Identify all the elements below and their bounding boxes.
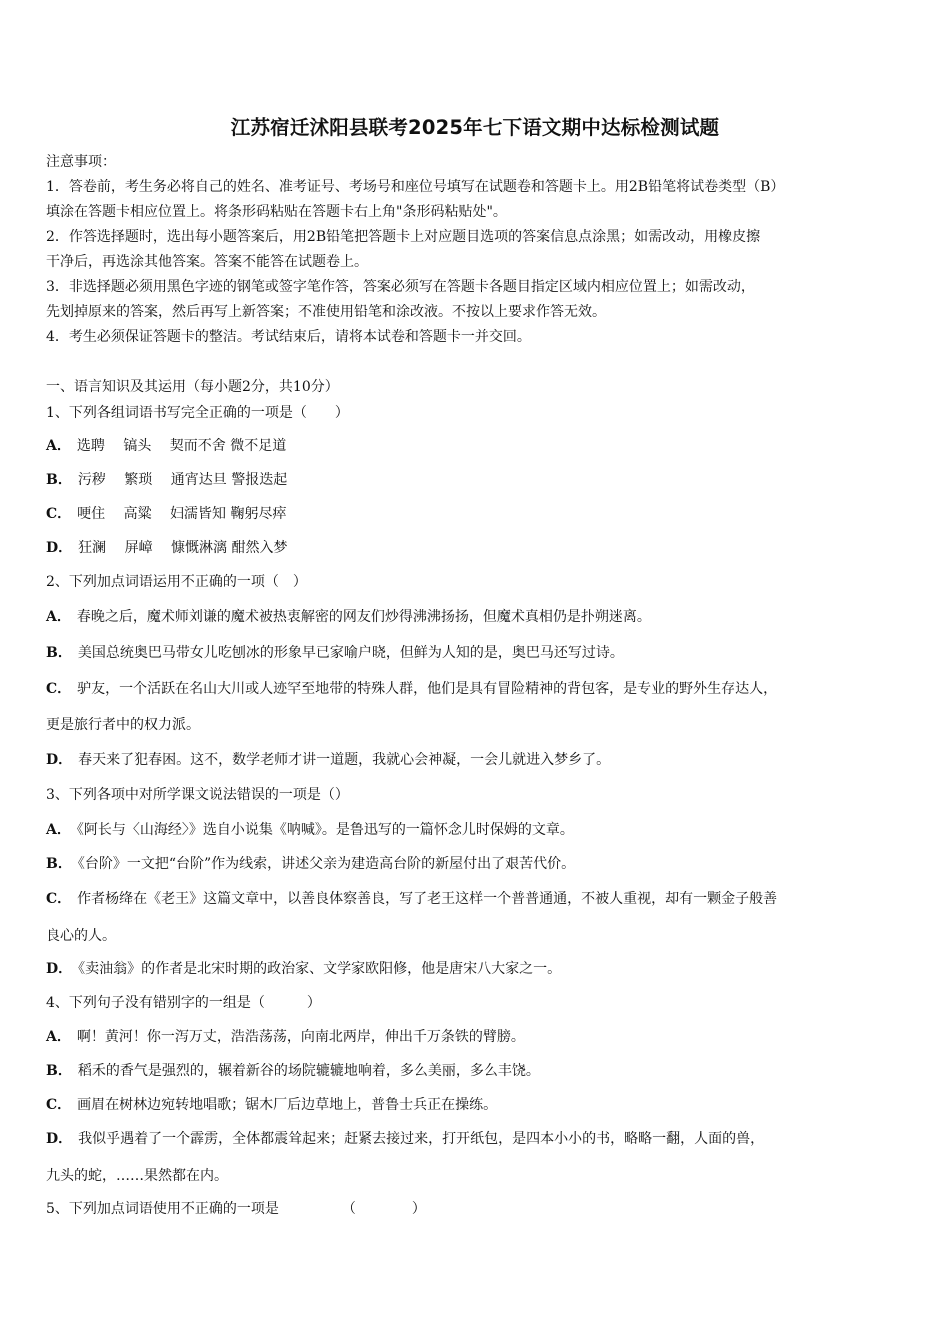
question-1-stem: 1、下列各组词语书写完全正确的一项是（ ） [46,405,349,421]
option-label: C． [46,1097,72,1113]
option-text: 我似乎遇着了一个霹雳，全体都震耸起来；赶紧去接过来，打开纸包，是四本小小的书，略略一翻，人面的兽， [78,1131,765,1147]
option-text: 春晚之后，魔术师刘谦的魔术被热衷解密的网友们炒得沸沸扬扬，但魔术真相仍是扑朔迷离。 [76,609,651,625]
option-label: D． [46,540,73,556]
notice-line: 先划掉原来的答案，然后再写上新答案；不准使用铅笔和涂改液。不按以上要求作答无效。 [46,304,606,320]
q2-option-c [46,678,911,698]
q1-option-a [46,435,911,455]
option-text: 污秽 繁琐 通宵达旦 警报迭起 [77,472,288,488]
option-text: 《阿长与〈山海经〉》选自小说集《呐喊》。是鲁迅写的一篇怀念儿时保姆的文章。 [76,822,574,838]
q1-option-d [46,537,911,557]
q3-option-a [46,819,911,839]
option-label: D． [46,752,73,768]
q4-option-c [46,1094,911,1114]
q1-option-b [46,469,911,489]
q2-option-a [46,606,911,626]
notice-heading: 注意事项： [46,154,116,170]
q3-option-d [46,958,911,978]
q4-option-a [46,1026,911,1046]
option-label: A． [46,822,71,838]
q2-option-c-cont: 更是旅行者中的权力派。 [46,717,200,733]
q4-option-d [46,1128,911,1148]
option-label: C． [46,891,72,907]
option-text: 画眉在树林边宛转地唱歌；锯木厂后边草地上，普鲁士兵正在操练。 [77,1097,498,1113]
q3-option-c [46,888,911,908]
option-label: A． [46,1029,71,1045]
q4-option-d-cont: 九头的蛇，……果然都在内。 [46,1168,228,1184]
notice-line: 4．考生必须保证答题卡的整洁。考试结束后，请将本试卷和答题卡一并交回。 [46,329,531,345]
option-label: C． [46,681,72,697]
q4-option-b [46,1060,911,1080]
option-label: B． [46,856,72,872]
notice-line: 干净后，再选涂其他答案。答案不能答在试题卷上。 [46,254,368,270]
option-text: 美国总统奥巴马带女儿吃刨冰的形象早已家喻户晓，但鲜为人知的是，奥巴马还写过诗。 [77,645,624,661]
option-text: 稻禾的香气是强烈的，辗着新谷的场院辘辘地响着，多么美丽，多么丰饶。 [77,1063,540,1079]
option-label: D． [46,961,73,977]
notice-line: 1．答卷前，考生务必将自己的姓名、准考证号、考场号和座位号填写在试题卷和答题卡上。用2B铅笔将试卷类型（B） [46,179,785,195]
option-label: B． [46,472,72,488]
section-heading: 一、语言知识及其运用（每小题2分，共10分） [46,379,339,395]
option-label: C． [46,506,72,522]
option-label: A． [46,438,71,454]
option-text: 作者杨绛在《老王》这篇文章中，以善良体察善良，写了老王这样一个普普通通，不被人重视，却有一颗金子般善 [77,891,778,907]
option-text: 《卖油翁》的作者是北宋时期的政治家、文学家欧阳修，他是唐宋八大家之一。 [78,961,562,977]
notice-line: 填涂在答题卡相应位置上。将条形码粘贴在答题卡右上角"条形码粘贴处"。 [46,204,507,220]
option-label: B． [46,1063,72,1079]
option-text: 选聘 镐头 契而不舍 微不足道 [76,438,287,454]
notice-block [46,150,908,350]
question-2-stem: 2、下列加点词语运用不正确的一项（ ） [46,574,307,590]
page-title: 江苏宿迁沭阳县联考2025年七下语文期中达标检测试题 [230,116,720,139]
question-4-stem: 4、下列句子没有错别字的一组是（ ） [46,995,321,1011]
option-label: B． [46,645,72,661]
q2-option-d [46,749,911,769]
option-text: 狂澜 屏嶂 慷慨淋漓 酣然入梦 [78,540,288,556]
option-text: 《台阶》一文把“台阶”作为线索，讲述父亲为建造高台阶的新屋付出了艰苦代价。 [77,856,576,872]
option-text: 啊！黄河！你一泻万丈，浩浩荡荡，向南北两岸，伸出千万条铁的臂膀。 [76,1029,525,1045]
q1-option-c [46,503,911,523]
option-label: D． [46,1131,73,1147]
question-3-stem: 3、下列各项中对所学课文说法错误的一项是（） [46,787,349,803]
notice-line: 2．作答选择题时，选出每小题答案后，用2B铅笔把答题卡上对应题目选项的答案信息点涂黑；如需改动，用橡皮擦 [46,229,761,245]
notice-line: 3．非选择题必须用黑色字迹的钢笔或签字笔作答，答案必须写在答题卡各题目指定区域内相应位置上；如需改动， [46,279,755,295]
question-5-stem: 5、下列加点词语使用不正确的一项是 （ ） [46,1201,426,1217]
option-text: 哽住 高粱 妇濡皆知 鞠躬尽瘁 [77,506,287,522]
option-label: A． [46,609,71,625]
option-text: 驴友，一个活跃在名山大川或人迹罕至地带的特殊人群，他们是具有冒险精神的背包客，是专业的野外生存达人， [77,681,778,697]
q3-option-c-cont: 良心的人。 [46,928,116,944]
q2-option-b [46,642,911,662]
option-text: 春天来了犯春困。这不，数学老师才讲一道题，我就心会神凝，一会儿就进入梦乡了。 [78,752,611,768]
q3-option-b [46,853,911,873]
